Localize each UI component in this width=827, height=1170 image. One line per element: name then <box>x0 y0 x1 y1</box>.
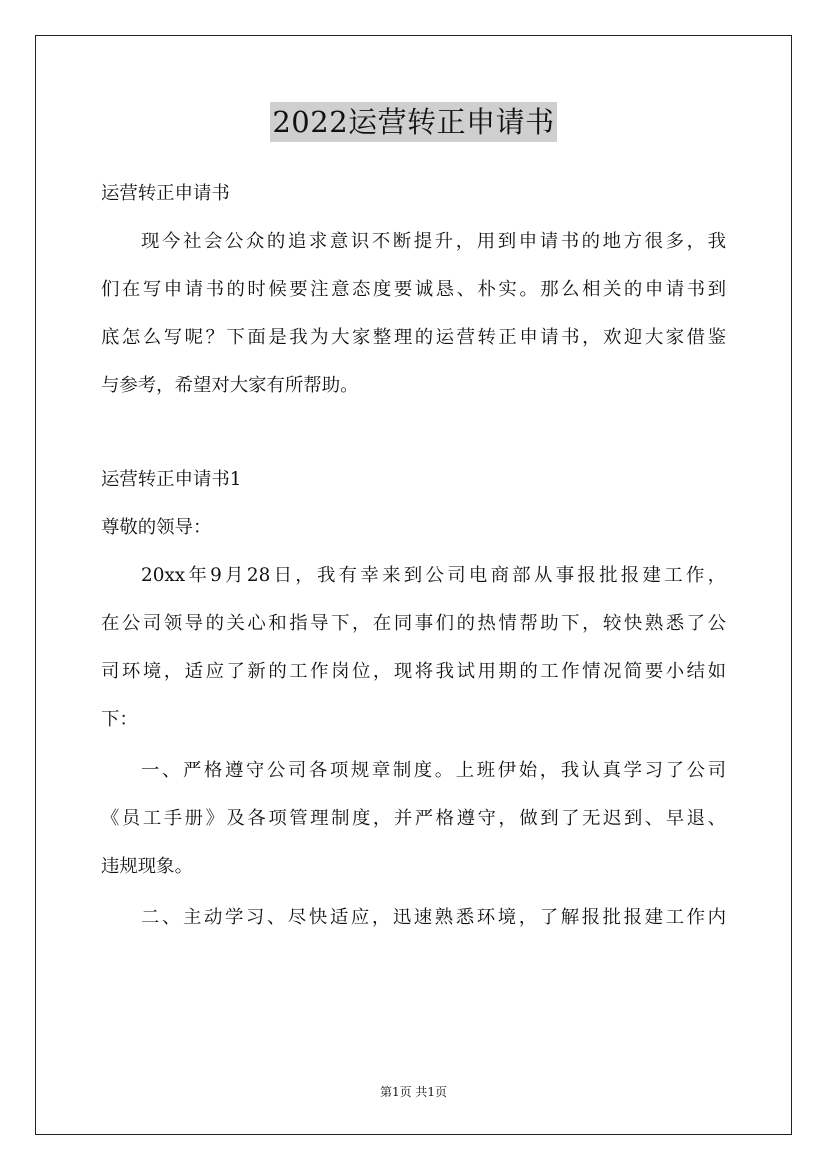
spacer <box>101 416 726 462</box>
paragraph-line: 下： <box>101 709 138 730</box>
paragraph-line: 违规现象。 <box>101 856 193 877</box>
intro-line: 与参考，希望对大家有所帮助。 <box>101 375 359 396</box>
paragraph-line: 在公司领导的关心和指导下，在同事们的热情帮助下，较快熟悉了公 <box>101 613 726 634</box>
page-footer: 第1页 共1页 <box>379 1085 448 1099</box>
salutation: 尊敬的领导： <box>101 517 212 538</box>
document-title: 2022运营转正申请书 <box>270 102 556 142</box>
intro-line: 们在写申请书的时候要注意态度要诚恳、朴实。那么相关的申请书到 <box>101 279 726 300</box>
intro-line: 底怎么写呢？下面是我为大家整理的运营转正申请书，欢迎大家借鉴 <box>101 327 726 348</box>
paragraph-line: 二、主动学习、尽快适应，迅速熟悉环境，了解报批报建工作内 <box>141 907 726 928</box>
paragraph-line: 一、严格遵守公司各项规章制度。上班伊始，我认真学习了公司 <box>141 760 726 781</box>
title-container <box>0 102 827 142</box>
section-heading: 运营转正申请书1 <box>101 469 242 490</box>
subtitle: 运营转正申请书 <box>101 183 230 204</box>
paragraph-line: 司环境，适应了新的工作岗位，现将我试用期的工作情况简要小结如 <box>101 661 726 682</box>
document-body <box>101 176 726 948</box>
paragraph-line: 《员工手册》及各项管理制度，并严格遵守，做到了无迟到、早退、 <box>101 808 726 829</box>
intro-line: 现今社会公众的追求意识不断提升，用到申请书的地方很多，我 <box>141 231 726 252</box>
paragraph-line: 20xx年9月28日，我有幸来到公司电商部从事报批报建工作， <box>141 565 726 586</box>
